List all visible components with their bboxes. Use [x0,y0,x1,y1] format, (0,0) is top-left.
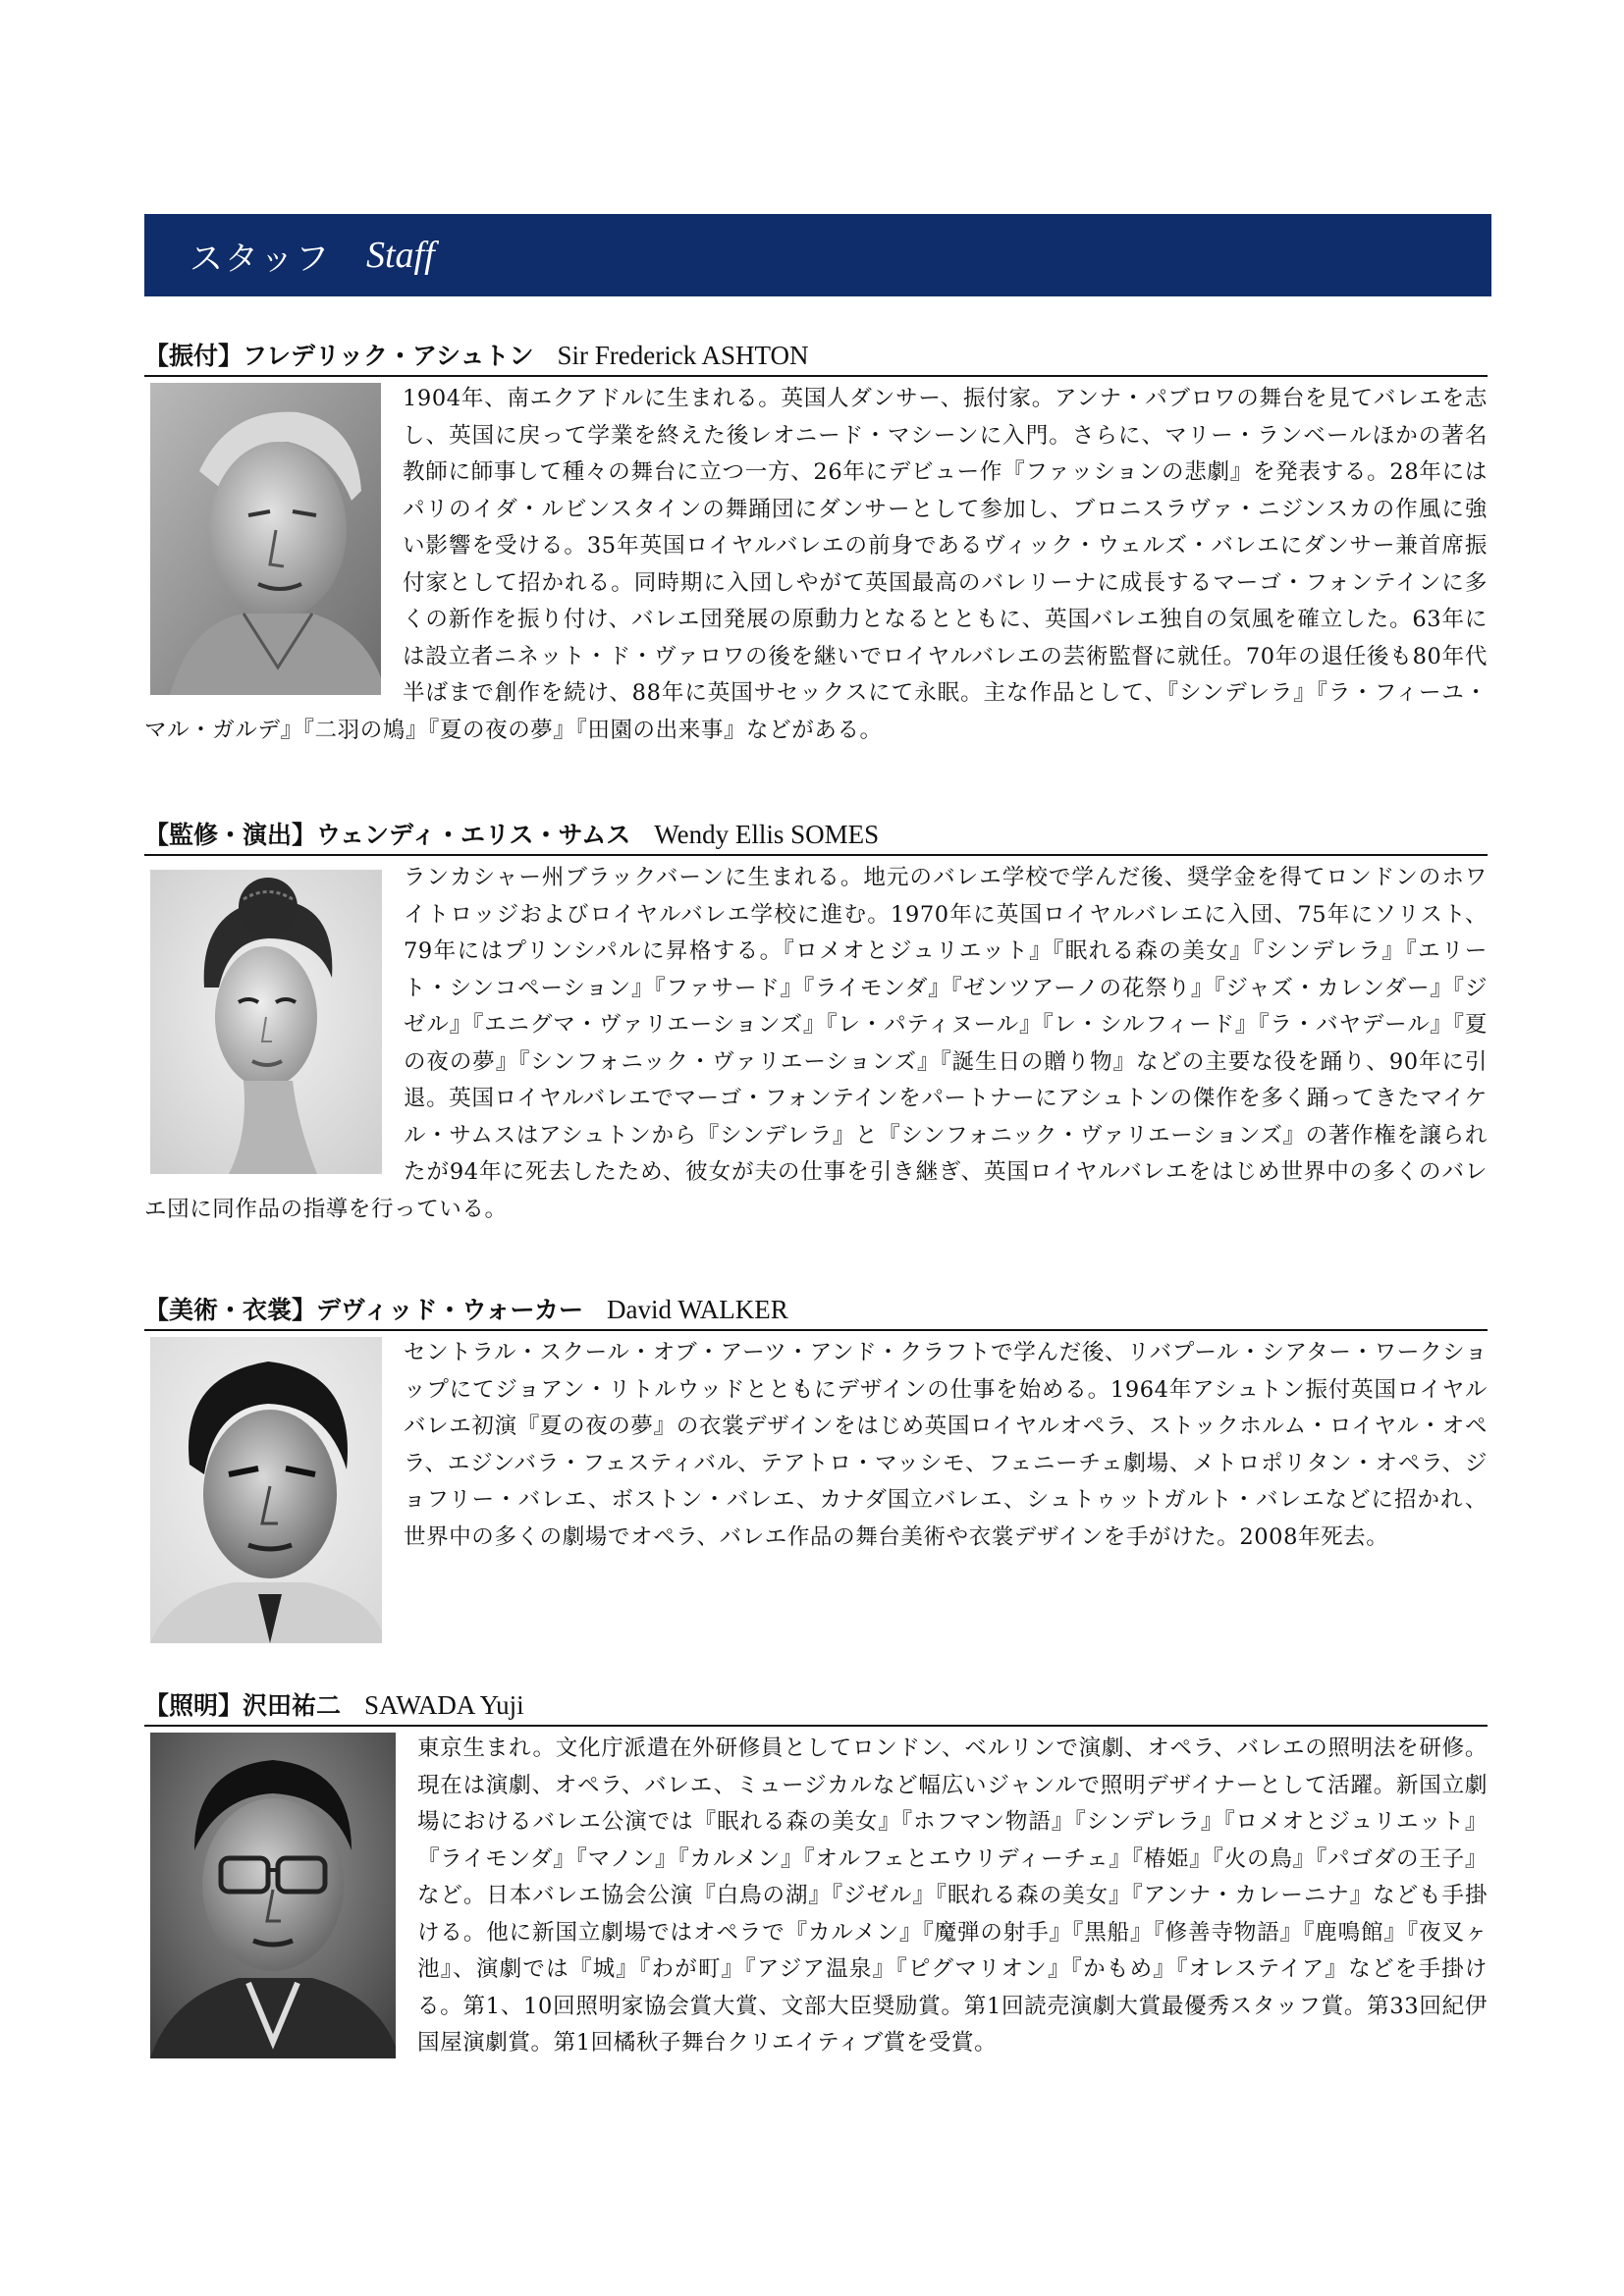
staff-heading [144,340,1488,377]
portrait-photo [150,870,382,1174]
portrait-photo [150,1337,382,1643]
portrait-photo [150,1733,396,2058]
staff-heading [144,1294,1488,1331]
staff-role: 【監修・演出】 [144,821,317,849]
staff-role: 【振付】 [144,342,244,370]
portrait-image [150,1337,382,1643]
staff-entry-somes [144,819,1488,1228]
staff-name-en: Sir Frederick ASHTON [557,341,809,370]
staff-bio: 東京生まれ。文化庁派遣在外研修員としてロンドン、ベルリンで演劇、オペラ、バレエの照明法を研修。現在は演劇、オペラ、バレエ、ミュージカルなど幅広いジャンルで照明デザイナーとして活躍。新国立劇場におけるバレエ公演では『眠れる森の美女』『ホフマン物語』『シンデレラ』『ロメオとジュリエット』『ライモンダ』『マノン』『カルメン』『オルフェとエウリディーチェ』『椿姫』『火の鳥』『パゴダの王子』など。日本バレエ協会公演『白鳥の湖』『ジゼル』『眠れる森の美女』『アンナ・カレーニナ』なども手掛ける。他に新国立劇場ではオペラで『カルメン』『魔弾の射手』『黒船』『修善寺物語』『鹿鳴館』『夜叉ヶ池』、演劇では『城』『わが町』『アジア温泉』『ピグマリオン』『かもめ』『オレステイア』などを手掛ける。第1、10回照明家協会賞大賞、文部大臣奨励賞。第1回読売演劇大賞最優秀スタッフ賞。第33回紀伊国屋演劇賞。第1回橘秋子舞台クリエイティブ賞を受賞。 [417,1735,1488,2056]
staff-name-en: SAWADA Yuji [364,1690,524,1720]
staff-name-jp: 沢田祐二 [243,1691,342,1720]
staff-name-en: David WALKER [607,1295,788,1324]
staff-bio: 1904年、南エクアドルに生まれる。英国人ダンサー、振付家。アンナ・パブロワの舞台を見てバレエを志し、英国に戻って学業を終えた後レオニード・マシーンに入門。さらに、マリー・ランベールほかの著名教師に師事して種々の舞台に立つ一方、26年にデビュー作『ファッションの悲劇』を発表する。28年にはパリのイダ・ルビンスタインの舞踊団にダンサーとして参加し、ブロニスラヴァ・ニジンスカの作風に強い影響を受ける。35年英国ロイヤルバレエの前身であるヴィック・ウェルズ・バレエにダンサー兼首席振付家として招かれる。同時期に入団しやがて英国最高のバレリーナに成長するマーゴ・フォンテインに多くの新作を振り付け、バレエ団発展の原動力となるとともに、英国バレエ独自の気風を確立した。63年には設立者ニネット・ド・ヴァロワの後を継いでロイヤルバレエの芸術監督に就任。70年の退任後も80年代半ばまで創作を続け、88年に英国サセックスにて永眠。主な作品として、『シンデレラ』『ラ・フィーユ・マル・ガルデ』『二羽の鳩』『夏の夜の夢』『田園の出来事』などがある。 [144,386,1488,743]
portrait-photo [150,383,381,695]
staff-role: 【照明】 [144,1691,244,1720]
staff-bio: セントラル・スクール・オブ・アーツ・アンド・クラフトで学んだ後、リバプール・シアター・ワークショップにてジョアン・リトルウッドとともにデザインの仕事を始める。1964年アシュトン振付英国ロイヤルバレエ初演『夏の夜の夢』の衣裳デザインをはじめ英国ロイヤルオペラ、ストックホルム・ロイヤル・オペラ、エジンバラ・フェスティバル、テアトロ・マッシモ、フェニーチェ劇場、メトロポリタン・オペラ、ジョフリー・バレエ、ボストン・バレエ、カナダ国立バレエ、シュトゥットガルト・バレエなどに招かれ、世界中の多くの劇場でオペラ、バレエ作品の舞台美術や衣裳デザインを手がけた。2008年死去。 [404,1340,1488,1550]
section-banner [144,214,1491,296]
staff-bio: ランカシャー州ブラックバーンに生まれる。地元のバレエ学校で学んだ後、奨学金を得てロンドンのホワイトロッジおよびロイヤルバレエ学校に進む。1970年に英国ロイヤルバレエに入団、75年にソリスト、79年にはプリンシパルに昇格する。『ロメオとジュリエット』『眠れる森の美女』『シンデレラ』『エリート・シンコペーション』『ファサード』『ライモンダ』『ゼンツアーノの花祭り』『ジャズ・カレンダー』『ジゼル』『エニグマ・ヴァリエーションズ』『レ・パティヌール』『レ・シルフィード』『ラ・バヤデール』『夏の夜の夢』『シンフォニック・ヴァリエーションズ』『誕生日の贈り物』などの主要な役を踊り、90年に引退。英国ロイヤルバレエでマーゴ・フォンテインをパートナーにアシュトンの傑作を多く踊ってきたマイケル・サムスはアシュトンから『シンデレラ』と『シンフォニック・ヴァリエーションズ』の著作権を譲られたが94年に死去したため、彼女が夫の仕事を引き継ぎ、英国ロイヤルバレエをはじめ世界中の多くのバレエ団に同作品の指導を行っている。 [144,865,1488,1222]
banner-title-jp: スタッフ [189,239,331,279]
staff-role: 【美術・衣裳】 [144,1296,317,1324]
portrait-image [150,870,382,1174]
staff-heading [144,1689,1488,1727]
staff-name-jp: デヴィッド・ウォーカー [316,1296,584,1324]
portrait-image [150,1733,396,2058]
staff-name-jp: フレデリック・アシュトン [243,342,534,370]
staff-entry-ashton [144,340,1488,749]
staff-name-en: Wendy Ellis SOMES [654,820,880,849]
portrait-image [150,383,381,695]
staff-entry-walker [144,1294,1488,1647]
staff-name-jp: ウェンディ・エリス・サムス [316,821,631,849]
staff-heading [144,819,1488,856]
banner-title-en: Staff [366,235,435,276]
staff-entry-sawada [144,1689,1488,2062]
